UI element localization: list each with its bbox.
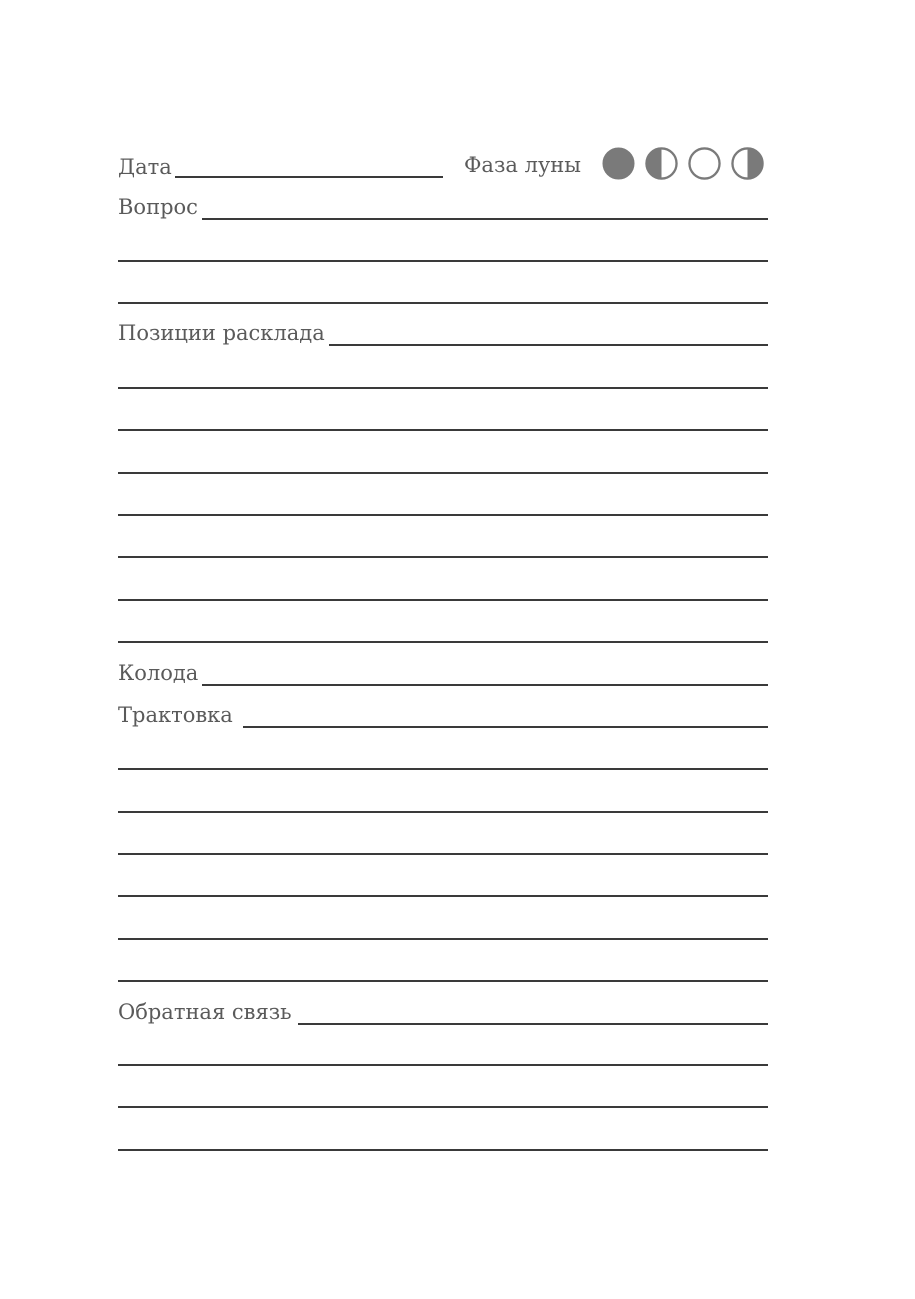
spread-positions-row[interactable] — [118, 316, 768, 346]
deck-label: Колода — [118, 661, 199, 685]
interpretation-input-line[interactable] — [243, 726, 768, 728]
question-line-3[interactable] — [118, 302, 768, 304]
question-label: Вопрос — [118, 195, 198, 219]
date-input-line[interactable] — [175, 176, 443, 178]
interpretation-label: Трактовка — [118, 703, 233, 727]
spread-line-5[interactable] — [118, 514, 768, 516]
last-quarter-icon[interactable] — [731, 147, 764, 180]
spread-line-3[interactable] — [118, 429, 768, 431]
interpretation-line-2[interactable] — [118, 768, 768, 770]
interpretation-line-7[interactable] — [118, 980, 768, 982]
feedback-input-line[interactable] — [298, 1023, 768, 1025]
spread-positions-label: Позиции расклада — [118, 321, 325, 345]
moon-phase-selector — [602, 147, 764, 181]
journal-page — [118, 0, 768, 1299]
feedback-label: Обратная связь — [118, 1000, 292, 1024]
deck-input-line[interactable] — [202, 684, 768, 686]
feedback-line-4[interactable] — [118, 1149, 768, 1151]
question-row[interactable] — [118, 190, 768, 220]
new-moon-icon[interactable] — [688, 147, 721, 180]
feedback-line-3[interactable] — [118, 1106, 768, 1108]
feedback-line-2[interactable] — [118, 1064, 768, 1066]
date-label: Дата — [118, 155, 172, 179]
spread-line-6[interactable] — [118, 556, 768, 558]
spread-line-8[interactable] — [118, 641, 768, 643]
header-row — [118, 146, 768, 182]
spread-positions-input-line[interactable] — [329, 344, 768, 346]
interpretation-row[interactable] — [118, 698, 768, 728]
feedback-row[interactable] — [118, 995, 768, 1025]
interpretation-line-6[interactable] — [118, 938, 768, 940]
interpretation-line-3[interactable] — [118, 811, 768, 813]
spread-line-2[interactable] — [118, 387, 768, 389]
moon-phase-label: Фаза луны — [464, 153, 582, 177]
interpretation-line-5[interactable] — [118, 895, 768, 897]
question-line-2[interactable] — [118, 260, 768, 262]
spread-line-4[interactable] — [118, 472, 768, 474]
full-moon-icon[interactable] — [602, 147, 635, 180]
question-input-line[interactable] — [202, 218, 768, 220]
first-quarter-icon[interactable] — [645, 147, 678, 180]
deck-row[interactable] — [118, 656, 768, 686]
interpretation-line-4[interactable] — [118, 853, 768, 855]
spread-line-7[interactable] — [118, 599, 768, 601]
